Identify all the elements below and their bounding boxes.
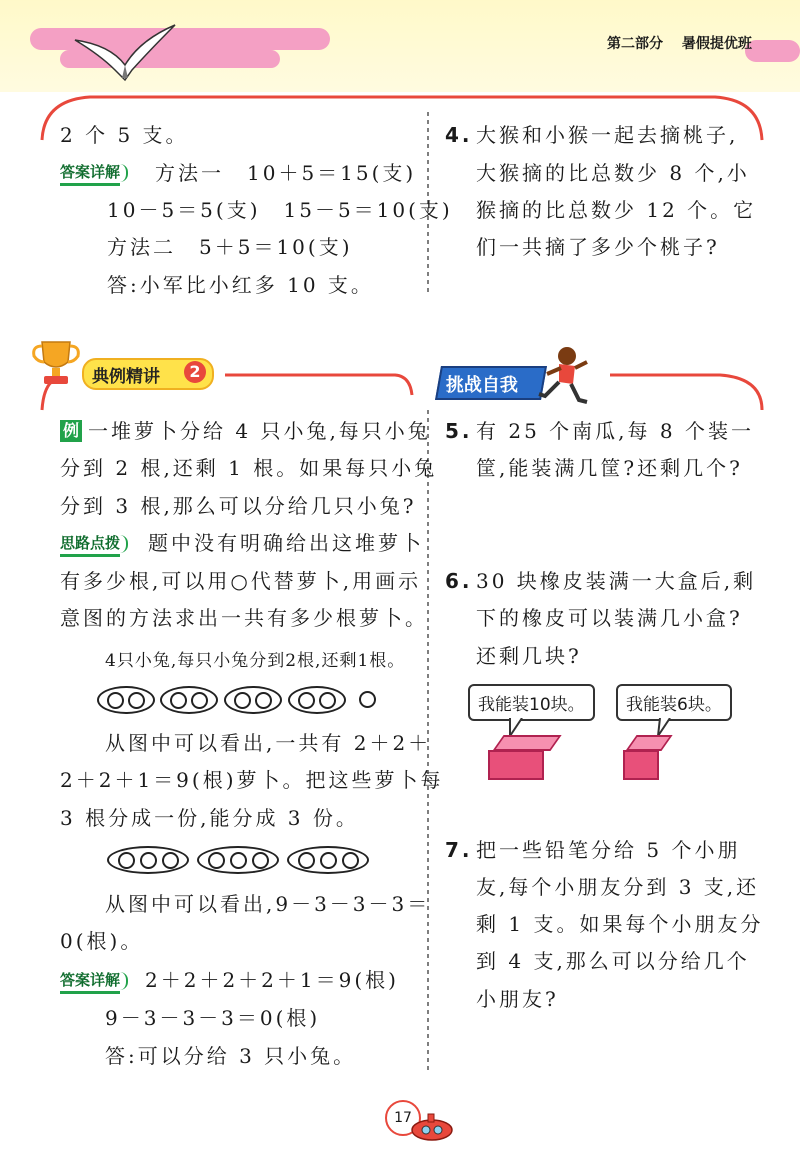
q7-line: 把一些铅笔分给 5 个小朋 (476, 838, 741, 862)
example-line: 分到 2 根,还剩 1 根。如果每只小兔 (60, 456, 438, 480)
q7-number: 7. (445, 838, 473, 862)
carrot-circle (162, 852, 179, 869)
q7-line: 到 4 支,那么可以分给几个 (476, 949, 750, 973)
carrot-circle (118, 852, 135, 869)
q5-line: 有 25 个南瓜,每 8 个装一 (476, 419, 754, 443)
carrot-circle (128, 692, 145, 709)
conclusion-text: 答:小军比小红多 10 支。 (107, 273, 374, 297)
group-oval (107, 846, 189, 874)
hint-tag: 思路点拨 (60, 533, 120, 557)
submarine-icon (410, 1108, 456, 1144)
header-series: 暑假提优班 (681, 36, 752, 52)
example-banner-number: 2 (184, 361, 206, 383)
left-top-line1: 2 个 5 支。 (60, 123, 189, 147)
hint-line: 意图的方法求出一共有多少根萝卜。 (60, 606, 428, 630)
group-oval (160, 686, 218, 714)
example-tag: 例 (60, 420, 82, 442)
carrot-circle (342, 852, 359, 869)
carrot-circle (252, 852, 269, 869)
q6-number: 6. (445, 569, 473, 593)
carrot-circle (107, 692, 124, 709)
box-front (488, 750, 544, 780)
q5-number: 5. (445, 419, 473, 443)
answer-line: 2＋2＋2＋2＋1＝9(根) (145, 968, 399, 992)
carrot-circle (140, 852, 157, 869)
q7-line: 友,每个小朋友分到 3 支,还 (476, 875, 760, 899)
answer-tag: 答案详解 (60, 162, 120, 186)
group-oval (288, 686, 346, 714)
calc1-text: 10－5＝5(支) 15－5＝10(支) (107, 198, 453, 222)
obs2-line: 0(根)。 (60, 929, 144, 953)
group-oval (197, 846, 279, 874)
hint-line: 题中没有明确给出这堆萝卜 (148, 531, 424, 555)
answer-tag: 答案详解 (60, 970, 120, 994)
example-banner-label: 典例精讲 (92, 367, 160, 387)
obs1-line: 3 根分成一份,能分成 3 份。 (60, 806, 359, 830)
page-number: 17 (385, 1100, 421, 1136)
example-line: 一堆萝卜分给 4 只小兔,每只小兔 (88, 419, 431, 443)
speech-bubble-small: 我能装6块。 (616, 684, 732, 721)
note1-text: 4只小兔,每只小兔分到2根,还剩1根。 (105, 651, 406, 671)
answer-line: 答:可以分给 3 只小兔。 (105, 1044, 357, 1068)
example-banner (82, 358, 214, 390)
challenge-banner (435, 366, 547, 400)
carrot-circle (208, 852, 225, 869)
obs1-line: 从图中可以看出,一共有 2＋2＋ (105, 731, 432, 755)
q4-line: 们一共摘了多少个桃子? (476, 235, 720, 259)
method1-text: 方法一 10＋5＝15(支) (155, 161, 417, 185)
q6-line: 30 块橡皮装满一大盒后,剩 (476, 569, 757, 593)
q4-line: 猴摘的比总数少 12 个。它 (476, 198, 757, 222)
q4-line: 大猴和小猴一起去摘桃子, (476, 123, 739, 147)
hint-line: 有多少根,可以用○代替萝卜,用画示 (60, 569, 422, 593)
method2-text: 方法二 5＋5＝10(支) (107, 235, 353, 259)
challenge-banner-label: 挑战自我 (445, 375, 518, 396)
runner-icon (535, 344, 595, 410)
speech-bubble-big: 我能装10块。 (468, 684, 595, 721)
box-top (492, 735, 561, 751)
obs1-line: 2＋2＋1＝9(根)萝卜。把这些萝卜每 (60, 768, 444, 792)
box-front (623, 750, 659, 780)
carrot-circle (319, 692, 336, 709)
carrot-circle (191, 692, 208, 709)
carrot-circle (298, 852, 315, 869)
answer-line: 9－3－3－3＝0(根) (105, 1006, 321, 1030)
header-section: 第二部分 (607, 36, 663, 52)
q6-line: 还剩几块? (476, 644, 582, 668)
obs2-line: 从图中可以看出,9－3－3－3＝ (105, 892, 431, 916)
carrot-circle (255, 692, 272, 709)
q4-number: 4. (445, 123, 473, 147)
carrot-circle (320, 852, 337, 869)
q7-line: 小朋友? (476, 987, 559, 1011)
q7-line: 剩 1 支。如果每个小朋友分 (476, 912, 764, 936)
carrot-circle (234, 692, 251, 709)
group-oval (224, 686, 282, 714)
carrot-circle (170, 692, 187, 709)
carrot-circle (298, 692, 315, 709)
group-oval (97, 686, 155, 714)
q4-line: 大猴摘的比总数少 8 个,小 (476, 161, 750, 185)
q6-line: 下的橡皮可以装满几小盒? (476, 606, 743, 630)
q5-line: 筐,能装满几筐?还剩几个? (476, 456, 743, 480)
example-line: 分到 3 根,那么可以分给几只小兔? (60, 494, 417, 518)
carrot-circle (359, 691, 376, 708)
group-oval (287, 846, 369, 874)
carrot-circle (230, 852, 247, 869)
trophy-icon (30, 338, 82, 388)
